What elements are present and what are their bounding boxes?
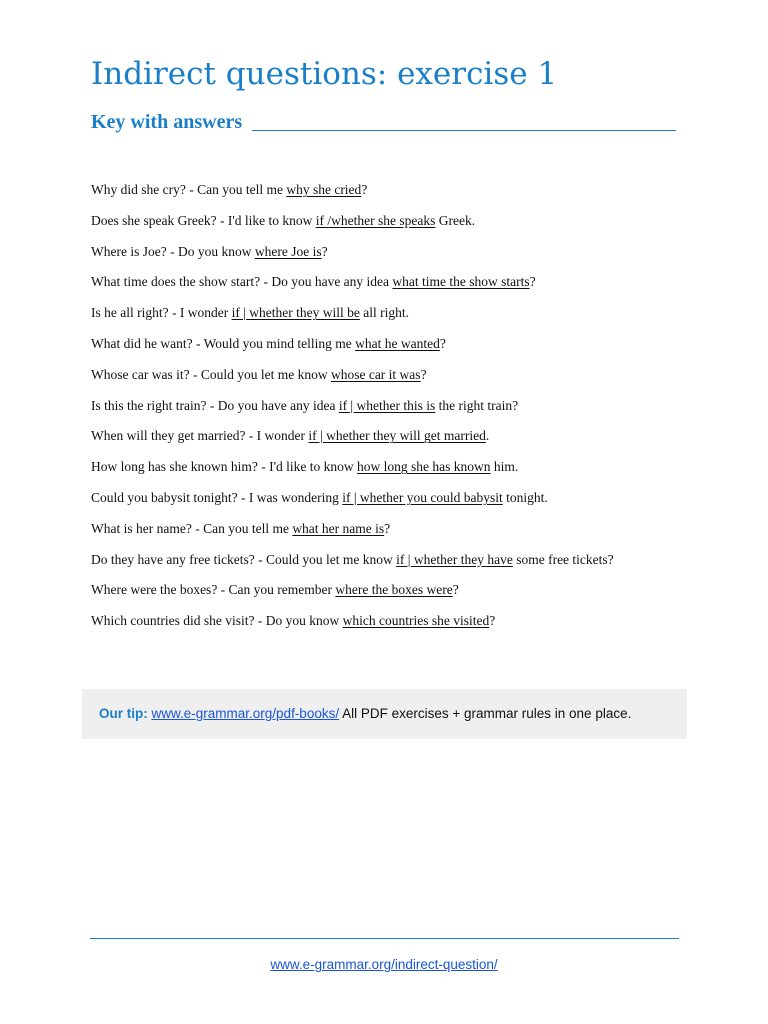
question-text: When will they get married? - I wonder xyxy=(91,428,309,444)
answer-item xyxy=(91,457,614,488)
answer-ending: ? xyxy=(384,520,391,536)
answer-text: whose car it was xyxy=(330,366,421,382)
answer-item xyxy=(91,580,614,611)
question-text: Is this the right train? - Do you have any idea xyxy=(91,397,339,413)
page-subtitle: Key with answers xyxy=(91,111,243,133)
question-text: Why did she cry? - Can you tell me xyxy=(91,182,287,197)
question-text: Is he all right? - I wonder xyxy=(91,305,232,321)
answer-item xyxy=(91,519,614,550)
answer-ending: Greek. xyxy=(435,212,476,228)
answer-ending: . xyxy=(485,428,490,444)
answer-list xyxy=(91,180,614,642)
answer-ending: ? xyxy=(452,582,459,598)
question-text: Do they have any free tickets? - Could you let me know xyxy=(91,551,397,567)
question-text: Where were the boxes? - Can you remember xyxy=(91,582,336,598)
answer-text: if /whether she speaks xyxy=(315,212,436,228)
question-text: What time does the show start? - Do you have any idea xyxy=(91,274,393,290)
answer-item xyxy=(91,488,614,519)
answer-text: where the boxes were xyxy=(335,582,453,598)
footer-divider xyxy=(90,938,679,939)
answer-item xyxy=(91,334,614,365)
answer-ending: ? xyxy=(361,182,368,197)
answer-ending: all right. xyxy=(359,305,409,321)
answer-item xyxy=(91,550,614,581)
answer-ending: some free tickets? xyxy=(512,551,614,567)
answer-text: if | whether they will get married xyxy=(308,428,486,444)
answer-text: what time the show starts xyxy=(392,274,530,290)
answer-ending: ? xyxy=(439,335,446,351)
tip-box xyxy=(82,689,687,739)
answer-ending: the right train? xyxy=(435,397,519,413)
answer-ending: ? xyxy=(321,243,328,259)
answer-text: if | whether this is xyxy=(338,397,436,413)
page-title: Indirect questions: exercise 1 xyxy=(91,56,558,92)
answer-text: what he wanted xyxy=(355,335,440,351)
question-text: How long has she known him? - I'd like to know xyxy=(91,459,358,475)
footer-link[interactable]: www.e-grammar.org/indirect-question/ xyxy=(270,957,498,972)
answer-text: how long she has known xyxy=(357,459,491,475)
answer-text: if | whether they have xyxy=(396,551,513,567)
question-text: What did he want? - Would you mind telling me xyxy=(91,335,356,351)
answer-item xyxy=(91,611,614,642)
answer-text: what her name is xyxy=(292,520,385,536)
tip-link[interactable]: www.e-grammar.org/pdf-books/ xyxy=(151,706,340,721)
tip-text: All PDF exercises + grammar rules in one place. xyxy=(342,706,632,721)
question-text: Does she speak Greek? - I'd like to know xyxy=(91,212,316,228)
answer-text: if | whether you could babysit xyxy=(342,489,503,505)
answer-text: why she cried xyxy=(286,182,362,197)
answer-item xyxy=(91,426,614,457)
question-text: What is her name? - Can you tell me xyxy=(91,520,293,536)
answer-item xyxy=(91,303,614,334)
answer-text: which countries she visited xyxy=(342,613,490,629)
question-text: Could you babysit tonight? - I was wondering xyxy=(91,489,343,505)
question-text: Where is Joe? - Do you know xyxy=(91,243,255,259)
answer-item xyxy=(91,365,614,396)
answer-item xyxy=(91,211,614,242)
answer-ending: ? xyxy=(420,366,427,382)
answer-text: if | whether they will be xyxy=(231,305,360,321)
tip-label: Our tip: xyxy=(99,706,148,721)
answer-item xyxy=(91,272,614,303)
answer-item xyxy=(91,242,614,273)
subtitle-divider xyxy=(252,130,676,131)
answer-ending: tonight. xyxy=(502,489,548,505)
answer-text: where Joe is xyxy=(254,243,322,259)
answer-ending: ? xyxy=(529,274,536,290)
answer-item xyxy=(91,396,614,427)
question-text: Which countries did she visit? - Do you know xyxy=(91,613,343,629)
answer-item xyxy=(91,180,614,211)
question-text: Whose car was it? - Could you let me know xyxy=(91,366,331,382)
answer-ending: ? xyxy=(489,613,496,629)
answer-ending: him. xyxy=(490,459,519,475)
